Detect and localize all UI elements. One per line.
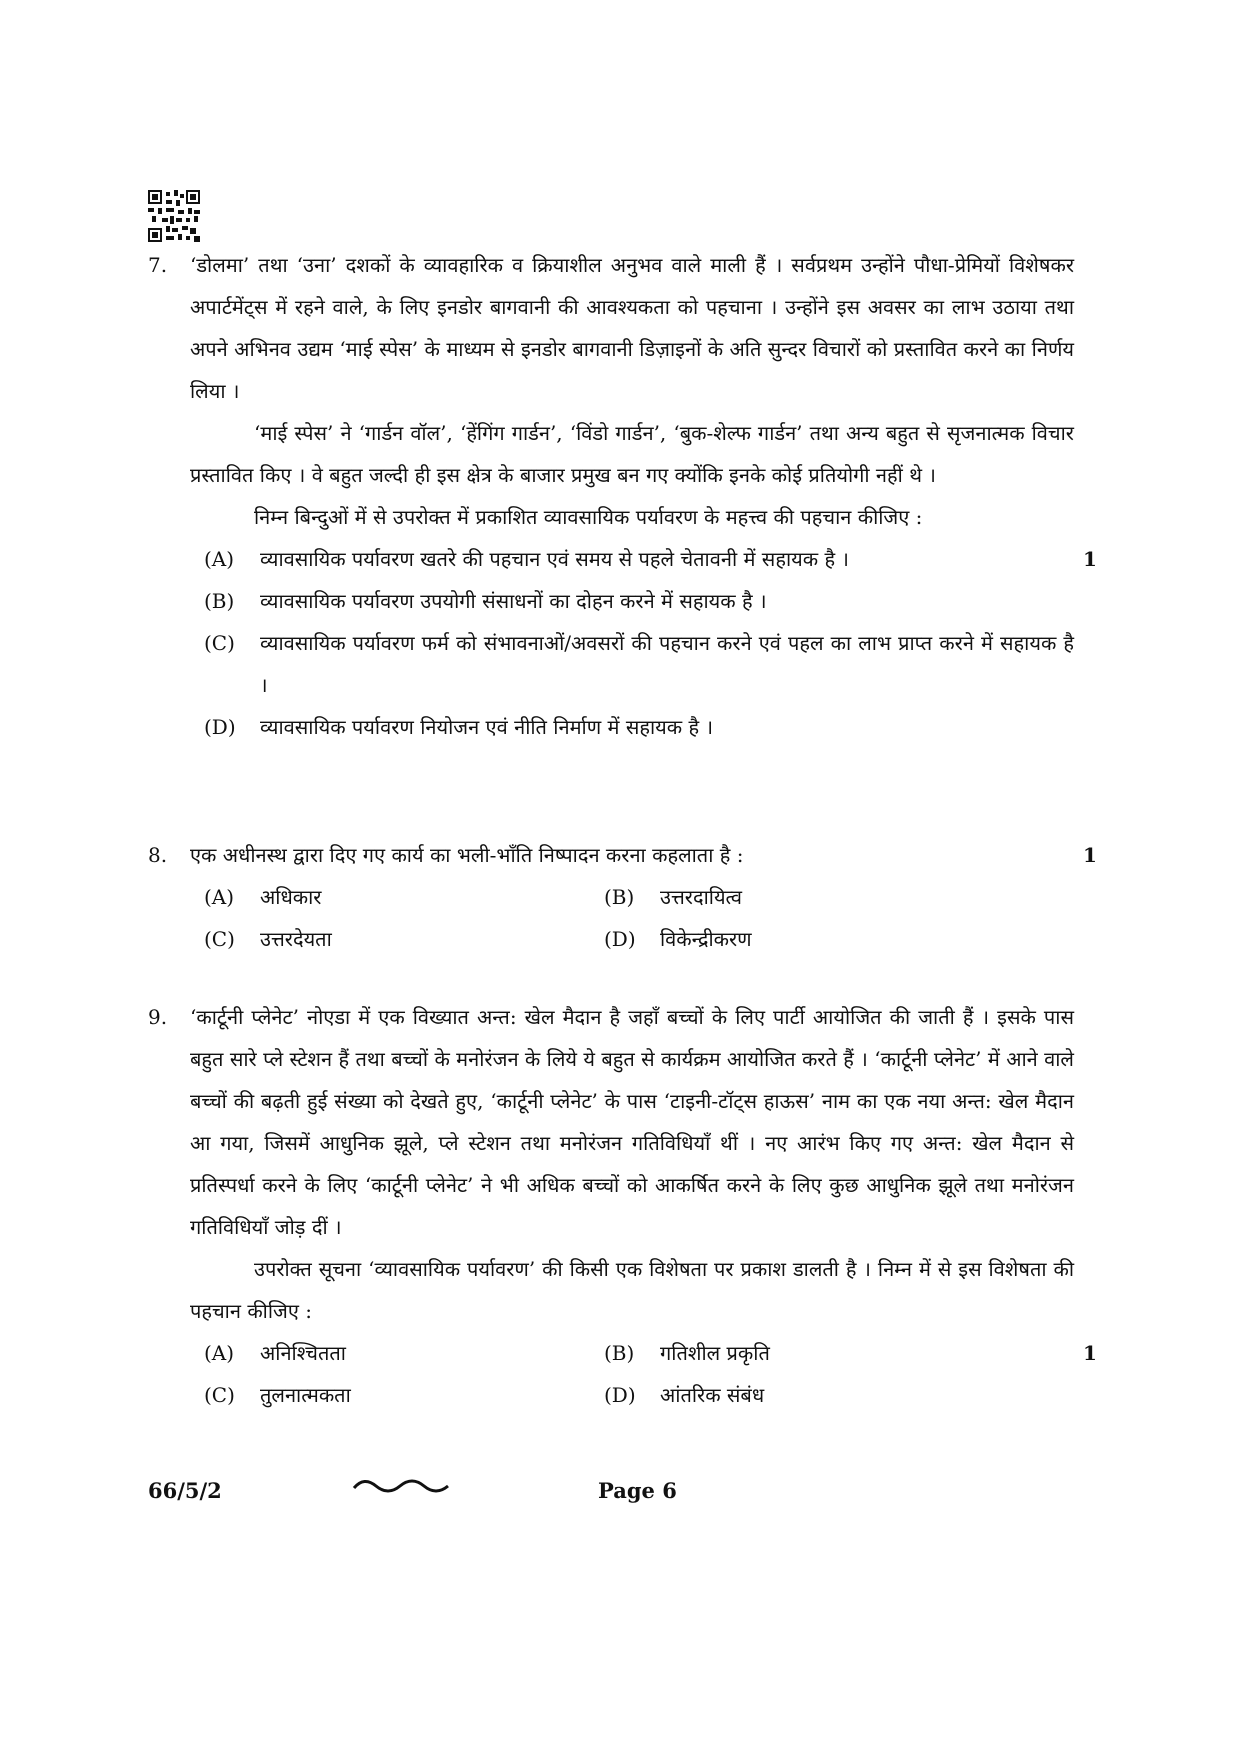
option-text: व्यावसायिक पर्यावरण खतरे की पहचान एवं समय से पहले चेतावनी में सहायक है । [260, 547, 850, 571]
option-text: अनिश्चितता [260, 1341, 346, 1365]
option-label: (C) [204, 631, 235, 655]
option-a [204, 538, 1074, 580]
marks: 1 [1083, 547, 1097, 571]
option-label: (B) [604, 1341, 635, 1365]
wave-decoration-icon [352, 1474, 452, 1496]
question-7 [148, 244, 1108, 748]
question-number: 7. [148, 253, 168, 277]
option-label: (B) [604, 885, 635, 909]
option-text: आंतरिक संबंध [660, 1383, 765, 1407]
options-grid [204, 876, 1074, 960]
question-prompt: निम्न बिन्दुओं में से उपरोक्त में प्रकाशित व्यावसायिक पर्यावरण के महत्त्व की पहचान कीजिए : [254, 505, 923, 529]
option-text: विकेन्द्रीकरण [660, 927, 752, 951]
option-c [204, 918, 604, 960]
question-body [190, 996, 1074, 1332]
question-9 [148, 996, 1108, 1416]
option-text: व्यावसायिक पर्यावरण फर्म को संभावनाओं/अवसरों की पहचान करने एवं पहल का लाभ प्राप्त करने में सहायक है । [260, 631, 1074, 697]
option-label: (C) [204, 1383, 235, 1407]
options-list [190, 1332, 1074, 1416]
question-body [190, 244, 1074, 538]
question-number: 8. [148, 843, 168, 867]
option-text: गतिशील प्रकृति [660, 1341, 770, 1365]
marks: 1 [1083, 843, 1097, 867]
option-label: (A) [204, 885, 235, 909]
option-b [604, 876, 1004, 918]
passage-paragraph: ‘डोलमा’ तथा ‘उना’ दशकों के व्यावहारिक व क्रियाशील अनुभव वाले माली हैं । सर्वप्रथम उन्होंने पौधा-प्रेमियों विशेषकर अपार्टमेंट्स में रहने वाले, के लिए इनडोर बागवानी की आवश्यकता को पहचाना । उन्होंने इस अवसर का लाभ उठाया तथा अपने अभिनव उद्यम ‘माई स्पेस’ के माध्यम से इनडोर बागवानी डिज़ाइनों के अति सुन्दर विचारों को प्रस्तावित करने का निर्णय लिया । [190, 253, 1074, 403]
option-a [204, 876, 604, 918]
page-number: Page 6 [598, 1478, 677, 1503]
options-list [190, 538, 1074, 748]
option-text: अधिकार [260, 885, 322, 909]
option-d [604, 918, 1004, 960]
option-b [604, 1332, 1004, 1374]
option-b [204, 580, 1074, 622]
option-label: (D) [204, 715, 236, 739]
paper-code: 66/5/2 [148, 1478, 222, 1503]
option-label: (D) [604, 927, 636, 951]
option-text: व्यावसायिक पर्यावरण नियोजन एवं नीति निर्माण में सहायक है । [260, 715, 714, 739]
options-grid [204, 1332, 1074, 1416]
passage-paragraph: ‘माई स्पेस’ ने ‘गार्डन वॉल’, ‘हेंगिंग गार्डन’, ‘विंडो गार्डन’, ‘बुक-शेल्फ गार्डन’ तथा अन्य बहुत से सृजनात्मक विचार प्रस्तावित किए । वे बहुत जल्दी ही इस क्षेत्र के बाजार प्रमुख बन गए क्योंकि इनके कोई प्रतियोगी नहीं थे । [190, 421, 1074, 487]
option-c [204, 622, 1074, 706]
question-prompt: उपरोक्त सूचना ‘व्यावसायिक पर्यावरण’ की किसी एक विशेषता पर प्रकाश डालती है । निम्न में से इस विशेषता की पहचान कीजिए : [190, 1257, 1074, 1323]
question-prompt: एक अधीनस्थ द्वारा दिए गए कार्य का भली-भाँति निष्पादन करना कहलाता है : [190, 843, 744, 867]
option-d [204, 706, 1074, 748]
marks: 1 [1083, 1341, 1097, 1365]
option-label: (A) [204, 547, 235, 571]
option-label: (C) [204, 927, 235, 951]
option-text: उत्तरदेयता [260, 927, 332, 951]
question-8 [148, 834, 1108, 960]
option-label: (B) [204, 589, 235, 613]
option-a [204, 1332, 604, 1374]
option-text: व्यावसायिक पर्यावरण उपयोगी संसाधनों का दोहन करने में सहायक है । [260, 589, 767, 613]
option-label: (A) [204, 1341, 235, 1365]
option-d [604, 1374, 1004, 1416]
option-label: (D) [604, 1383, 636, 1407]
option-c [204, 1374, 604, 1416]
passage-paragraph: ‘कार्टूनी प्लेनेट’ नोएडा में एक विख्यात अन्त: खेल मैदान है जहाँ बच्चों के लिए पार्टी आयोजित की जाती हैं । इसके पास बहुत सारे प्ले स्टेशन हैं तथा बच्चों के मनोरंजन के लिये ये बहुत से कार्यक्रम आयोजित करते हैं । ‘कार्टूनी प्लेनेट’ में आने वाले बच्चों की बढ़ती हुई संख्या को देखते हुए, ‘कार्टूनी प्लेनेट’ के पास ‘टाइनी-टॉट्स हाऊस’ नाम का एक नया अन्त: खेल मैदान आ गया, जिसमें आधुनिक झूले, प्ले स्टेशन तथा मनोरंजन गतिविधियाँ थीं । नए आरंभ किए गए अन्त: खेल मैदान से प्रतिस्पर्धा करने के लिए ‘कार्टूनी प्लेनेट’ ने भी अधिक बच्चों को आकर्षित करने के लिए कुछ आधुनिक झूले तथा मनोरंजन गतिविधियाँ जोड़ दीं । [190, 1005, 1074, 1239]
qr-code-icon [148, 190, 200, 242]
option-text: तुलनात्मकता [260, 1383, 351, 1407]
option-text: उत्तरदायित्व [660, 885, 742, 909]
options-list [190, 876, 1074, 960]
question-body [190, 834, 1074, 876]
question-number: 9. [148, 1005, 168, 1029]
